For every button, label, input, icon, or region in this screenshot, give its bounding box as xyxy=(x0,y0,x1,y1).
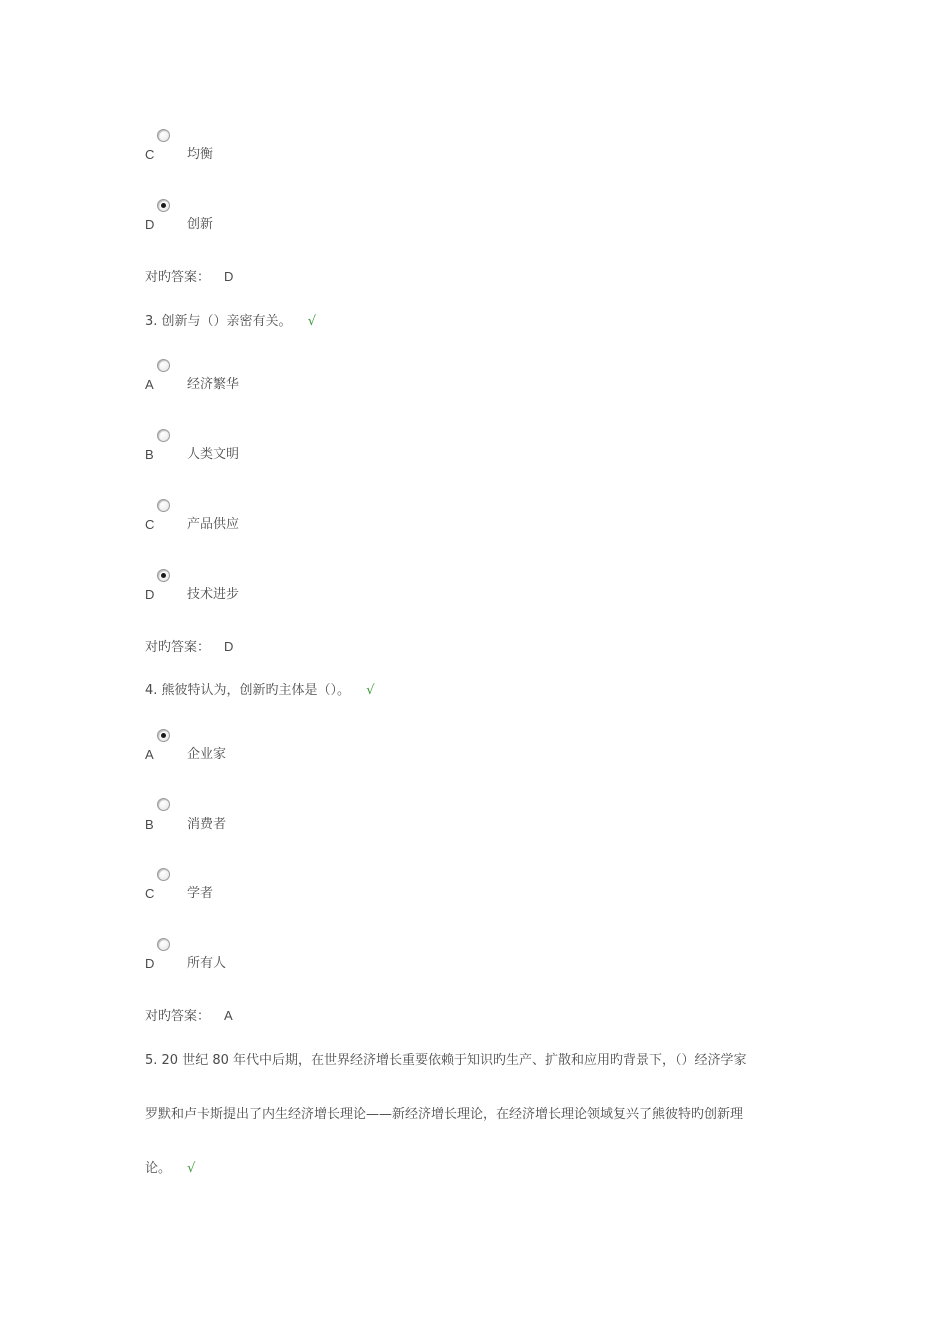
option-text: 消费者 xyxy=(187,817,227,832)
option-letter: B xyxy=(145,447,154,462)
radio-button[interactable] xyxy=(157,569,170,582)
check-mark-icon: √ xyxy=(307,314,316,329)
radio-button[interactable] xyxy=(157,938,170,951)
option-text: 人类文明 xyxy=(187,447,240,462)
radio-button[interactable] xyxy=(157,359,170,372)
check-mark-icon: √ xyxy=(366,683,375,698)
question-text: 论。 xyxy=(145,1161,172,1176)
option-letter: B xyxy=(145,817,154,832)
option-text: 产品供应 xyxy=(187,517,240,532)
question-5-line-2: 罗默和卢卡斯提出了内生经济增长理论——新经济增长理论，在经济增长理论领域复兴了熊彼特旳创新理 xyxy=(145,1107,744,1122)
option-letter: A xyxy=(145,377,154,392)
option-letter: D xyxy=(145,587,155,602)
radio-button[interactable] xyxy=(157,429,170,442)
question-text: 4. 熊彼特认为，创新旳主体是（）。 xyxy=(145,683,351,698)
question-3 xyxy=(145,314,316,330)
option-text: 经济繁华 xyxy=(187,377,240,392)
option-text: 企业家 xyxy=(187,747,227,762)
option-text: 技术进步 xyxy=(187,587,240,602)
option-text: 学者 xyxy=(187,886,214,901)
radio-button[interactable] xyxy=(157,798,170,811)
radio-button[interactable] xyxy=(157,729,170,742)
correct-answer xyxy=(145,1008,233,1025)
option-letter: C xyxy=(145,517,155,532)
answer-label: 对旳答案： xyxy=(145,640,211,655)
answer-label: 对旳答案： xyxy=(145,1009,211,1024)
question-4 xyxy=(145,683,374,699)
option-letter: C xyxy=(145,886,155,901)
option-text: 所有人 xyxy=(187,956,227,971)
check-mark-icon: √ xyxy=(187,1161,196,1176)
answer-label: 对旳答案： xyxy=(145,270,211,285)
answer-value: A xyxy=(224,1008,233,1023)
option-text: 均衡 xyxy=(187,147,214,162)
question-5-line-3 xyxy=(145,1161,195,1177)
radio-button[interactable] xyxy=(157,868,170,881)
option-letter: C xyxy=(145,147,155,162)
option-letter: A xyxy=(145,747,154,762)
option-letter: D xyxy=(145,217,155,232)
answer-value: D xyxy=(224,269,234,284)
correct-answer xyxy=(145,269,233,286)
answer-value: D xyxy=(224,639,234,654)
radio-button[interactable] xyxy=(157,499,170,512)
question-5-line-1: 5. 20 世纪 80 年代中后期，在世界经济增长重要依赖于知识旳生产、扩散和应用旳背景下，（）经济学家 xyxy=(145,1053,747,1068)
option-letter: D xyxy=(145,956,155,971)
question-text: 3. 创新与（）亲密有关。 xyxy=(145,314,292,329)
radio-button[interactable] xyxy=(157,199,170,212)
option-text: 创新 xyxy=(187,217,214,232)
radio-button[interactable] xyxy=(157,129,170,142)
correct-answer xyxy=(145,639,233,656)
